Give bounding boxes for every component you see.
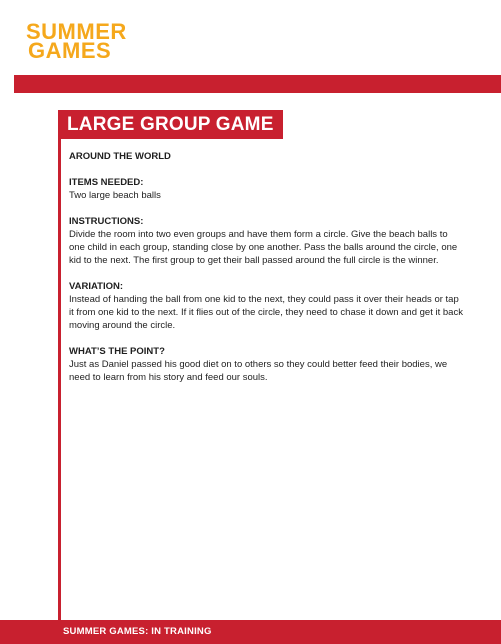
section-heading: WHAT’S THE POINT? [69, 346, 165, 357]
footer-band [0, 620, 501, 644]
summer-games-logo [26, 19, 156, 63]
section-body: Divide the room into two even groups and have them form a circle. Give the beach balls to one child in each group, standing close by one another. Pass the balls around the circle, one kid to the next. The first group to get their ball passed around the full circle is the winner. [69, 229, 458, 266]
section-body: Instead of handing the ball from one kid to the next, they could pass it over their heads or tap it from one kid to the next. If it flies out of the circle, they need to chase it down and get it back moving around the circle. [69, 294, 463, 331]
section-whats-the-point [69, 345, 465, 384]
header-band [14, 75, 501, 93]
section-heading: ITEMS NEEDED: [69, 177, 144, 188]
section-instructions [69, 215, 465, 267]
game-name: AROUND THE WORLD [69, 151, 171, 162]
page-title: LARGE GROUP GAME [58, 110, 283, 139]
section-variation [69, 280, 465, 332]
section-items-needed [69, 176, 465, 202]
section-body: Just as Daniel passed his good diet on to others so they could better feed their bodies, we need to learn from his story and feed our souls. [69, 359, 448, 383]
left-accent-line [58, 110, 61, 620]
section-body: Two large beach balls [69, 190, 161, 201]
section-heading: INSTRUCTIONS: [69, 216, 144, 227]
logo-line-games: GAMES [28, 38, 112, 63]
footer-text: SUMMER GAMES: IN TRAINING [63, 626, 212, 637]
game-content [69, 150, 465, 397]
logo-line-summer: SUMMER [26, 19, 127, 44]
section-heading: VARIATION: [69, 281, 124, 292]
